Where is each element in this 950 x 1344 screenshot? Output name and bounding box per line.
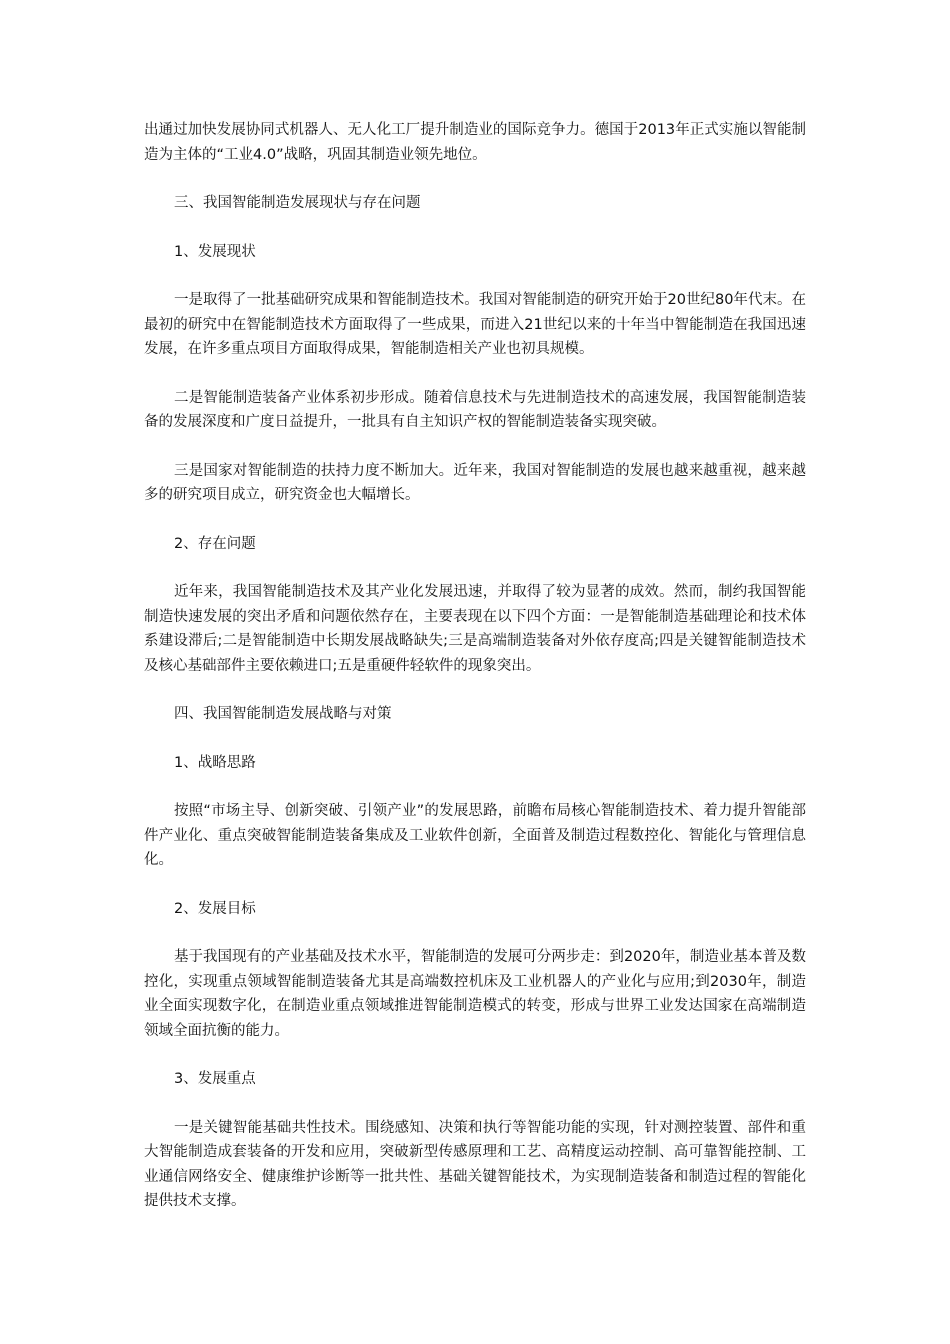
document-page	[144, 118, 806, 1238]
subsection-heading: 3、发展重点	[174, 1071, 256, 1087]
body-paragraph: 出通过加快发展协同式机器人、无人化工厂提升制造业的国际竞争力。德国于2013年正式实施以智能制造为主体的“工业4.0”战略，巩固其制造业领先地位。	[144, 122, 806, 163]
subsection-heading: 2、存在问题	[174, 535, 256, 552]
body-paragraph: 基于我国现有的产业基础及技术水平，智能制造的发展可分两步走：到2020年，制造业基本普及数控化，实现重点领域智能制造装备尤其是高端数控机床及工业机器人的产业化与应用;到2030年，制造业全面实现数字化，在制造业重点领域推进智能制造模式的转变，形成与世界工业发达国家在高端制造领域全面抗衡的能力。	[144, 949, 806, 1039]
section-heading: 三、我国智能制造发展现状与存在问题	[174, 195, 421, 211]
body-paragraph: 三是国家对智能制造的扶持力度不断加大。近年来，我国对智能制造的发展也越来越重视，越来越多的研究项目成立，研究资金也大幅增长。	[144, 462, 806, 503]
body-paragraph: 二是智能制造装备产业体系初步形成。随着信息技术与先进制造技术的高速发展，我国智能制造装备的发展深度和广度日益提升，一批具有自主知识产权的智能制造装备实现突破。	[144, 389, 806, 430]
body-paragraph: 一是关键智能基础共性技术。围绕感知、决策和执行等智能功能的实现，针对测控装置、部件和重大智能制造成套装备的开发和应用，突破新型传感原理和工艺、高精度运动控制、高可靠智能控制、工业通信网络安全、健康维护诊断等一批共性、基础关键智能技术，为实现制造装备和制造过程的智能化提供技术支撑。	[144, 1119, 806, 1209]
subsection-heading: 2、发展目标	[174, 900, 256, 917]
section-heading: 四、我国智能制造发展战略与对策	[174, 706, 392, 722]
body-paragraph: 按照“市场主导、创新突破、引领产业”的发展思路，前瞻布局核心智能制造技术、着力提升智能部件产业化、重点突破智能制造装备集成及工业软件创新，全面普及制造过程数控化、智能化与管理信息化。	[144, 803, 806, 868]
subsection-heading: 1、战略思路	[174, 754, 256, 771]
subsection-heading: 1、发展现状	[174, 243, 256, 260]
body-paragraph: 近年来，我国智能制造技术及其产业化发展迅速，并取得了较为显著的成效。然而，制约我国智能制造快速发展的突出矛盾和问题依然存在，主要表现在以下四个方面：一是智能制造基础理论和技术体系建设滞后;二是智能制造中长期发展战略缺失;三是高端制造装备对外依存度高;四是关键智能制造技术及核心基础部件主要依赖进口;五是重硬件轻软件的现象突出。	[144, 584, 806, 674]
body-paragraph: 一是取得了一批基础研究成果和智能制造技术。我国对智能制造的研究开始于20世纪80年代末。在最初的研究中在智能制造技术方面取得了一些成果，而进入21世纪以来的十年当中智能制造在我国迅速发展，在许多重点项目方面取得成果，智能制造相关产业也初具规模。	[144, 292, 806, 357]
